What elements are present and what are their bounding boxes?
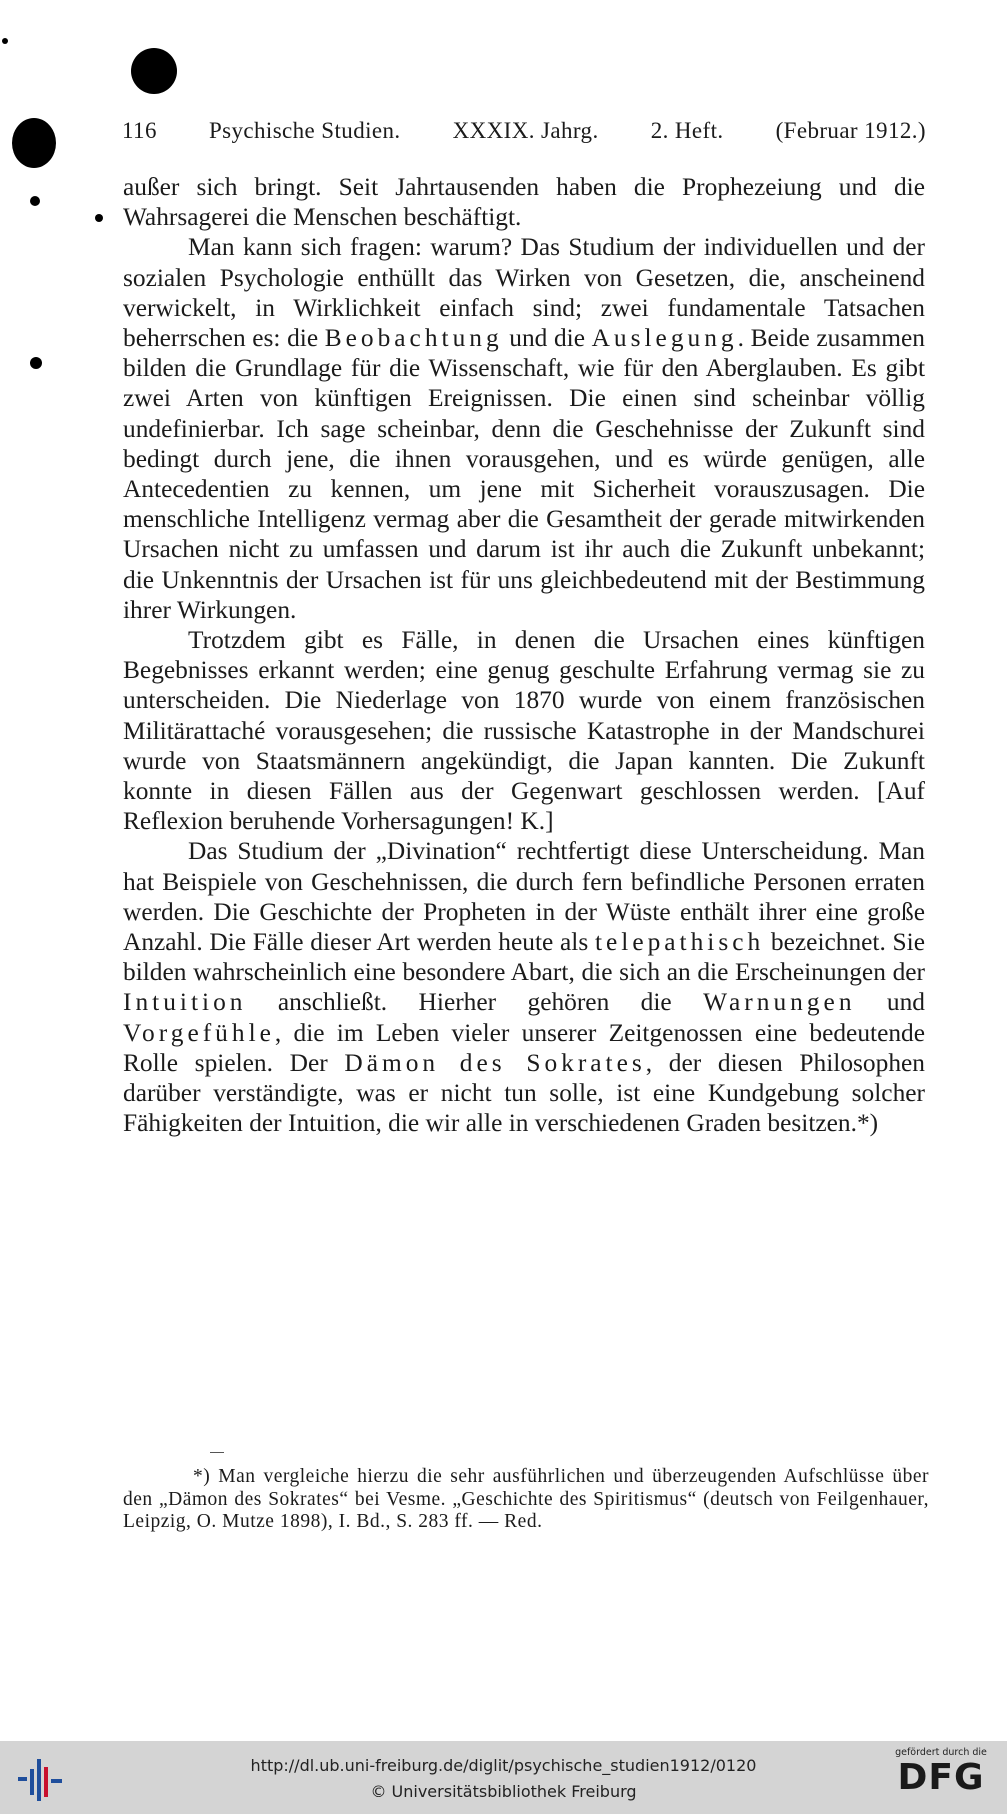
footnote-divider (210, 1452, 224, 1453)
volume: XXXIX. Jahrg. (452, 118, 599, 143)
copyright-text: © Universitätsbibliothek Freiburg (370, 1782, 637, 1801)
text-run: bezeichnet. Sie bilden wahrscheinlich eine besondere Abart, die sich an die Erscheinungen der (123, 928, 926, 987)
ink-blot (30, 357, 42, 369)
footer-bar (0, 1741, 1007, 1814)
text-run: Trotzdem gibt es Fälle, in denen die Ursachen eines künftigen Begebnisses erkannt werden; eine genug geschulte Erfahrung vermag sie zu unterscheiden. Die Niederlage von 1870 wurde von einem französischen Militärattaché vorausgesehen; die russische Katastrophe in der Mandschurei wurde von Staatsmännern angekündigt, die Japan kannten. Die Zukunft konnte in diesen Fällen aus der Gegenwart geschlossen werden. [Auf Reflexion beruhende Vorhersagungen! K.] (123, 626, 925, 836)
spaced-emphasis: Vorgefühle (123, 1018, 275, 1047)
footnote (123, 1466, 929, 1534)
ink-blot (12, 118, 56, 168)
issue-date: (Februar 1912.) (775, 118, 926, 143)
text-run: außer sich bringt. Seit Jahrtausenden haben die Prophezeiung und die Wahrsagerei die Menschen beschäftigt. (123, 173, 925, 232)
dfg-logo[interactable] (887, 1747, 995, 1798)
spaced-emphasis: Beobachtung (324, 324, 503, 353)
text-run: und (855, 988, 926, 1017)
text-run: anschließt. Hierher gehören die (246, 988, 704, 1017)
text-run: , der diesen Philosophen darüber verständigte, was er nicht tun solle, ist eine Kundgebung solcher Fähigkeiten der Intuition, die wir alle in verschiedenen Graden besitzen.*) (123, 1048, 925, 1138)
paragraph (123, 172, 925, 232)
spaced-emphasis: telepathisch (594, 928, 765, 957)
text-run: und die (502, 324, 592, 353)
running-head (122, 118, 926, 144)
issue: 2. Heft. (650, 118, 724, 143)
page-number: 116 (122, 118, 157, 143)
sponsor-caption: gefördert durch die (895, 1747, 987, 1758)
paragraph (123, 232, 925, 625)
journal-title: Psychische Studien. (208, 118, 401, 143)
body-text (123, 172, 925, 1139)
ink-blot (30, 196, 40, 206)
ink-blot (95, 214, 103, 222)
ink-blot (131, 48, 177, 94)
ink-blot (2, 38, 8, 44)
paragraph (123, 625, 925, 836)
text-run: , die im Leben vieler unserer Zeitgenossen eine bedeutende Rolle spielen. Der (123, 1018, 925, 1077)
text-run: . Beide zusammen bilden die Grundlage für die Wissenschaft, wie für den Aberglauben. Es gibt zwei Arten von künftigen Ereignissen. Die einen sind scheinbar völlig undefinierbar. Ich sage scheinbar, denn die Geschehnisse der Zukunft sind bedingt durch jene, die ihnen vorausgehen, und es würde genügen, alle Antecedentien zu kennen, um jene mit Sicherheit vorauszusagen. Die menschliche Intelligenz vermag aber die Gesamtheit der gerade mitwirkenden Ursachen nicht zu umfassen und darum ist ihr auch die Zukunft unbekannt; die Unkenntnis der Ursachen ist für uns gleichbedeutend mit der Bestimmung ihrer Wirkungen. (123, 324, 925, 624)
spaced-emphasis: Dämon des Sokrates (344, 1048, 646, 1077)
spaced-emphasis: Intuition (123, 988, 247, 1017)
spaced-emphasis: Warnungen (703, 988, 856, 1017)
footnote-text: *) Man vergleiche hierzu die sehr ausführlichen und überzeugenden Aufschlüsse über den „Dämon des Sokrates“ bei Vesme. „Geschichte des Spiritismus“ (deutsch von Feilgenhauer, Leipzig, O. Mutze 1898), I. Bd., S. 283 ff. — Red. (123, 1466, 929, 1532)
paragraph (123, 836, 925, 1138)
permalink-url[interactable]: http://dl.ub.uni-freiburg.de/diglit/psychische_studien1912/0120 (250, 1756, 757, 1775)
spaced-emphasis: Auslegung (591, 324, 738, 353)
dfg-logo-text: DFG (897, 1757, 985, 1798)
text-run: Man kann sich fragen: warum? Das Studium der individuellen und der sozialen Psychologie enthüllt das Wirken von Gesetzen, die, anscheinend verwickelt, in Wirklichkeit einfach sind; zwei fundamentale Tatsachen beherrschen es: die (123, 233, 925, 353)
text-run: Das Studium der „Divination“ rechtfertigt diese Unterscheidung. Man hat Beispiele von Geschehnissen, die durch fern befindliche Personen erraten werden. Die Geschichte der Propheten in der Wüste enthält ihrer eine große Anzahl. Die Fälle dieser Art werden heute als (123, 837, 925, 957)
